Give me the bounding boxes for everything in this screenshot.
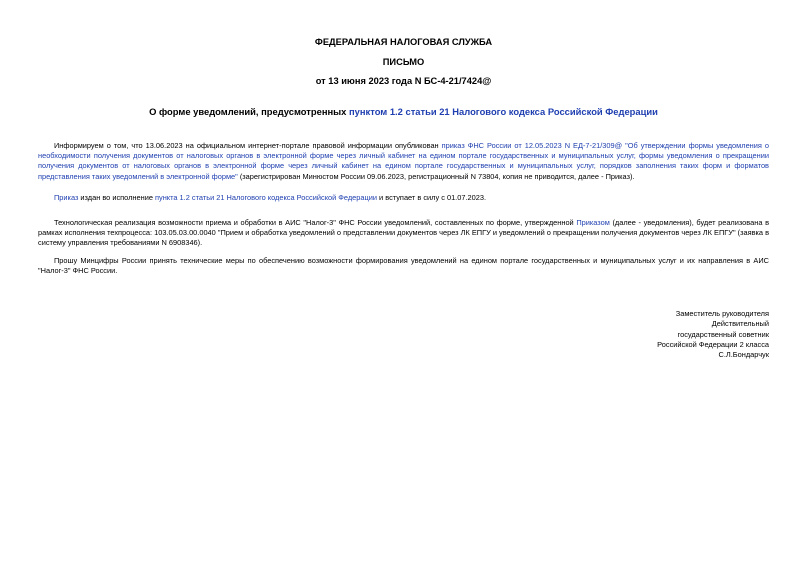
order-short-link[interactable]: Приказ (54, 193, 79, 202)
document-subject (38, 106, 769, 117)
paragraph-3-text-after: (далее - уведомления), будет реализована в рамках исполнения техпроцесса: 103.05.03.00.0040 "Прием и обработка уведомлений о представлении документов через ЛК ЕПГУ и уведомлений о прекращении получения документов через ЛК ЕПГУ" (заявка в систему управления требованиями N 6908346). (38, 218, 770, 248)
signature-position: Заместитель руководителя (675, 309, 769, 318)
document-date-number: от 13 июня 2023 года N БС-4-21/7424@ (315, 76, 492, 86)
signature-name: С.Л.Бондарчук (718, 350, 769, 360)
paragraph-3-text-before: Технологическая реализация возможности приема и обработки в АИС "Налог-3" ФНС России уведомлений, составленных по форме, утвержденной (54, 218, 577, 227)
paragraph-1-text-after: (зарегистрирован Минюстом России 09.06.2023, регистрационный N 73804, копия не приводится, далее - Приказ). (237, 171, 635, 181)
order-reference-link[interactable]: Приказом (576, 218, 610, 227)
signature-block (657, 309, 769, 360)
document-type: ПИСЬМО (382, 57, 425, 67)
order-link[interactable]: приказ ФНС России от 12.05.2023 N ЕД-7-21/309@ "Об утверждении формы уведомления о необходимости получения документов от налоговых органов в электронной форме через личный кабинет на едином портале государственных и муниципальных услуг, формы уведомления о прекращении получения документов от налоговых органов в электронной форме через личный кабинет на едином портале государственных и муниципальных услуг, порядков заполнения таких форм и форматов представления таких уведомлений в электронной форме" (38, 141, 769, 181)
subject-prefix: О форме уведомлений, предусмотренных (149, 106, 349, 117)
document-page (38, 0, 769, 571)
signature-rank-1: Действительный (711, 319, 769, 329)
paragraph-1-text-before: Информируем о том, что 13.06.2023 на официальном интернет-портале правовой информации опубликован (54, 141, 442, 150)
paragraph-2-text-2: и вступает в силу с 01.07.2023. (377, 193, 487, 202)
tax-code-link[interactable]: пункта 1.2 статьи 21 Налогового кодекса Российской Федерации (155, 193, 377, 202)
signature-rank-3: Российской Федерации 2 класса (657, 339, 769, 349)
paragraph-2-text-1: издан во исполнение (78, 193, 155, 202)
paragraph-1 (38, 141, 769, 182)
organization-title: ФЕДЕРАЛЬНАЯ НАЛОГОВАЯ СЛУЖБА (314, 37, 493, 47)
paragraph-2 (38, 193, 769, 203)
paragraph-3 (38, 218, 769, 249)
paragraph-4: Прошу Минцифры России принять технические меры по обеспечению возможности формирования уведомлений на едином портале государственных и муниципальных услуг и их направления в АИС "Налог-3" ФНС России. (38, 256, 769, 276)
subject-law-link[interactable]: пунктом 1.2 статьи 21 Налогового кодекса Российской Федерации (349, 106, 658, 117)
signature-rank-2: государственный советник (677, 329, 769, 339)
